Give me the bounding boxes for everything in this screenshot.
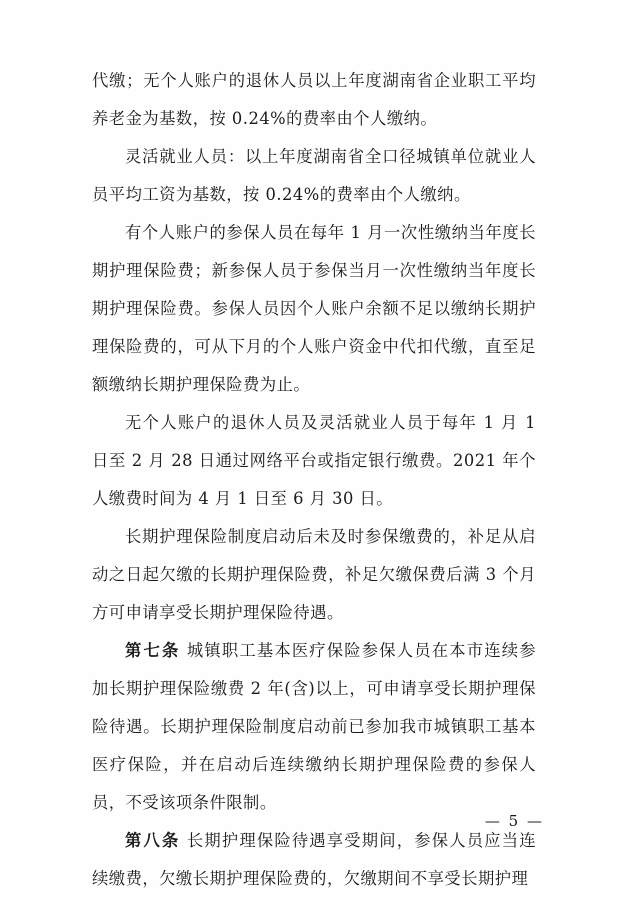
paragraph <box>92 214 536 404</box>
paragraph <box>92 62 536 138</box>
paragraph-text: 长期护理保险待遇享受期间，参保人员应当连续缴费，欠缴长期护理保险费的，欠缴期间不享受长期护理 <box>92 831 536 888</box>
paragraph-text: 有个人账户的参保人员在每年 1 月一次性缴纳当年度长期护理保险费；新参保人员于参保当月一次性缴纳当年度长期护理保险费。参保人员因个人账户余额不足以缴纳长期护理保险费的，可从下月的个人账户资金中代扣代缴，直至足额缴纳长期护理保险费为止。 <box>92 223 536 394</box>
article-label: 第八条 <box>125 831 181 850</box>
paragraph <box>92 138 536 214</box>
paragraph-text: 城镇职工基本医疗保险参保人员在本市连续参加长期护理保险缴费 2 年(含)以上，可申请享受长期护理保险待遇。长期护理保险制度启动前已参加我市城镇职工基本医疗保险，并在启动后连续缴纳长期护理保险费的参保人员，不受该项条件限制。 <box>92 641 536 812</box>
page-number: — 5 — <box>484 812 544 830</box>
document-body <box>92 62 536 898</box>
paragraph-text: 长期护理保险制度启动后未及时参保缴费的，补足从启动之日起欠缴的长期护理保险费，补足欠缴保费后满 3 个月方可申请享受长期护理保险待遇。 <box>92 527 536 622</box>
paragraph <box>92 404 536 518</box>
paragraph-text: 无个人账户的退休人员及灵活就业人员于每年 1 月 1 日至 2 月 28 日通过网络平台或指定银行缴费。2021 年个人缴费时间为 4 月 1 日至 6 月 30 日。 <box>92 413 536 508</box>
article-label: 第七条 <box>125 641 181 660</box>
paragraph-article-seven <box>92 632 536 822</box>
paragraph-text: 代缴；无个人账户的退休人员以上年度湖南省企业职工平均养老金为基数，按 0.24%的费率由个人缴纳。 <box>92 71 536 128</box>
paragraph <box>92 518 536 632</box>
paragraph-text: 灵活就业人员：以上年度湖南省全口径城镇单位就业人员平均工资为基数，按 0.24%的费率由个人缴纳。 <box>92 147 536 204</box>
paragraph-article-eight <box>92 822 536 898</box>
